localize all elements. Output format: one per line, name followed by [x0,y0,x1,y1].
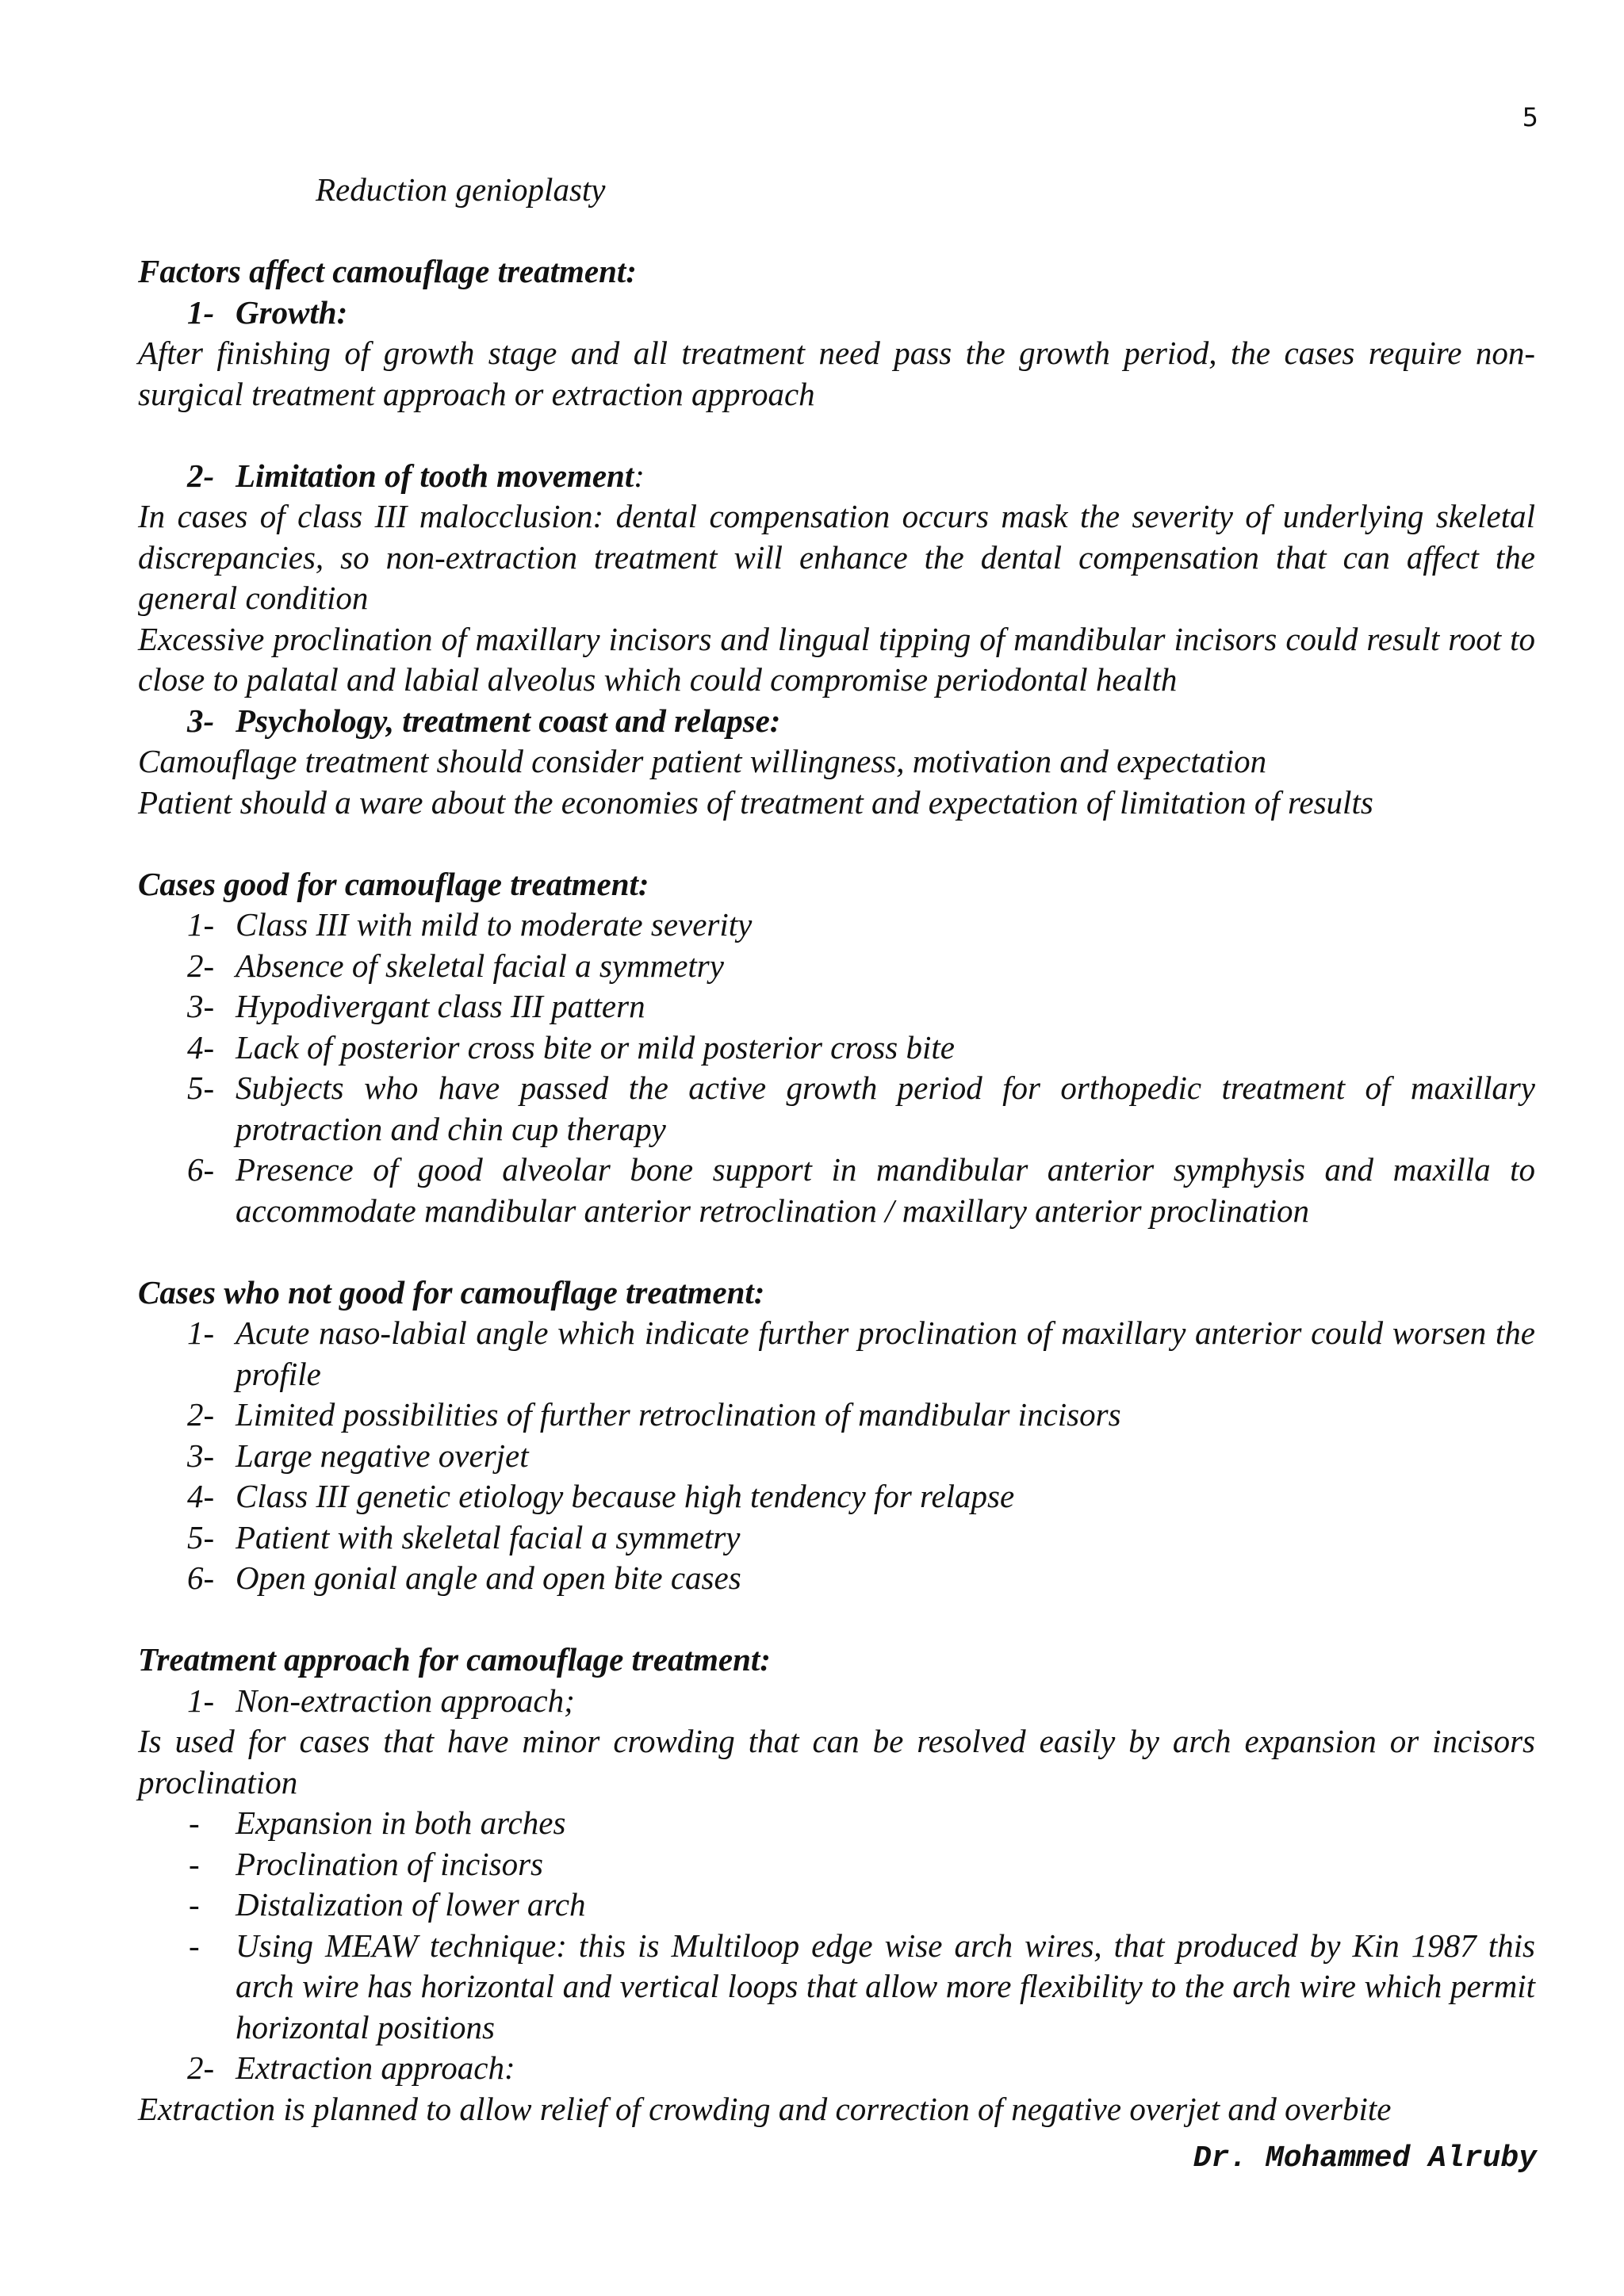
good-case-item: 5- Subjects who have passed the active growth period for orthopedic treatment of maxillary protraction and chin cup therapy [187,1070,1535,1147]
good-case-item: 3- Hypodivergant class III pattern [187,988,645,1024]
good-case-item: 2- Absence of skeletal facial a symmetry [187,947,724,984]
approach-bullet: - Using MEAW technique: this is Multiloop edge wise arch wires, that produced by Kin 1987 this arch wire has horizontal and vertical loops that allow more flexibility to the arch wire which permit horizontal positions [189,1927,1535,2045]
bad-case-item: 3- Large negative overjet [187,1437,529,1474]
extraction-description: Extraction is planned to allow relief of crowding and correction of negative overjet and overbite [138,2090,1392,2127]
page-number: 5 [1522,102,1538,132]
good-case-item: 1- Class III with mild to moderate severity [187,906,753,943]
factor-limitation-paragraph-1: In cases of class III malocclusion: dental compensation occurs mask the severity of underlying skeletal discrepancies, so non-extraction treatment will enhance the dental compensation that can affect the general condition [138,498,1535,616]
factor-limitation-paragraph-2: Excessive proclination of maxillary incisors and lingual tipping of mandibular incisors could result root to close to palatal and labial alveolus which could compromise periodontal health [138,620,1535,698]
factor-psychology-title: 3- Psychology, treatment coast and relapse: [187,702,781,739]
approach-bullet: - Proclination of incisors [189,1845,543,1882]
good-case-item: 4- Lack of posterior cross bite or mild posterior cross bite [187,1028,955,1066]
approach-bullet: - Distalization of lower arch [189,1886,586,1923]
good-case-item: 6- Presence of good alveolar bone support in mandibular anterior symphysis and maxilla to accommodate mandibular anterior retroclination / maxillary anterior proclination [187,1151,1535,1229]
factor-limitation-title: 2- Limitation of tooth movement: [187,457,645,494]
bad-case-item: 1- Acute naso-labial angle which indicate further proclination of maxillary anterior could worsen the profile [187,1314,1535,1392]
factor-psychology-paragraph-2: Patient should a ware about the economies of treatment and expectation of limitation of results [138,783,1373,821]
bad-case-item: 5- Patient with skeletal facial a symmetry [187,1518,741,1556]
bad-case-item: 6- Open gonial angle and open bite cases [187,1559,741,1596]
bad-case-item: 4- Class III genetic etiology because high tendency for relapse [187,1478,1015,1514]
non-extraction-description: Is used for cases that have minor crowding that can be resolved easily by arch expansion or incisors proclination [138,1723,1535,1800]
page-content [138,170,1535,2130]
bad-case-item: 2- Limited possibilities of further retroclination of mandibular incisors [187,1396,1121,1433]
author-signature: Dr. Mohammed Alruby [1193,2141,1537,2175]
factors-heading: Factors affect camouflage treatment: [138,253,637,289]
approach-heading: Treatment approach for camouflage treatment: [138,1641,771,1678]
factor-psychology-paragraph-1: Camouflage treatment should consider patient willingness, motivation and expectation [138,743,1267,779]
approach-bullet: - Expansion in both arches [189,1804,566,1841]
extraction-title: 2- Extraction approach: [187,2049,515,2086]
good-cases-heading: Cases good for camouflage treatment: [138,865,649,902]
factor-growth-paragraph: After finishing of growth stage and all treatment need pass the growth period, the cases require non- surgical treatment approach or extraction approach [138,335,1535,412]
reduction-genioplasty-line: Reduction genioplasty [316,171,606,208]
bad-cases-heading: Cases who not good for camouflage treatment: [138,1273,765,1311]
non-extraction-title: 1- Non-extraction approach; [187,1682,575,1719]
factor-growth-title: 1- Growth: [187,293,348,331]
